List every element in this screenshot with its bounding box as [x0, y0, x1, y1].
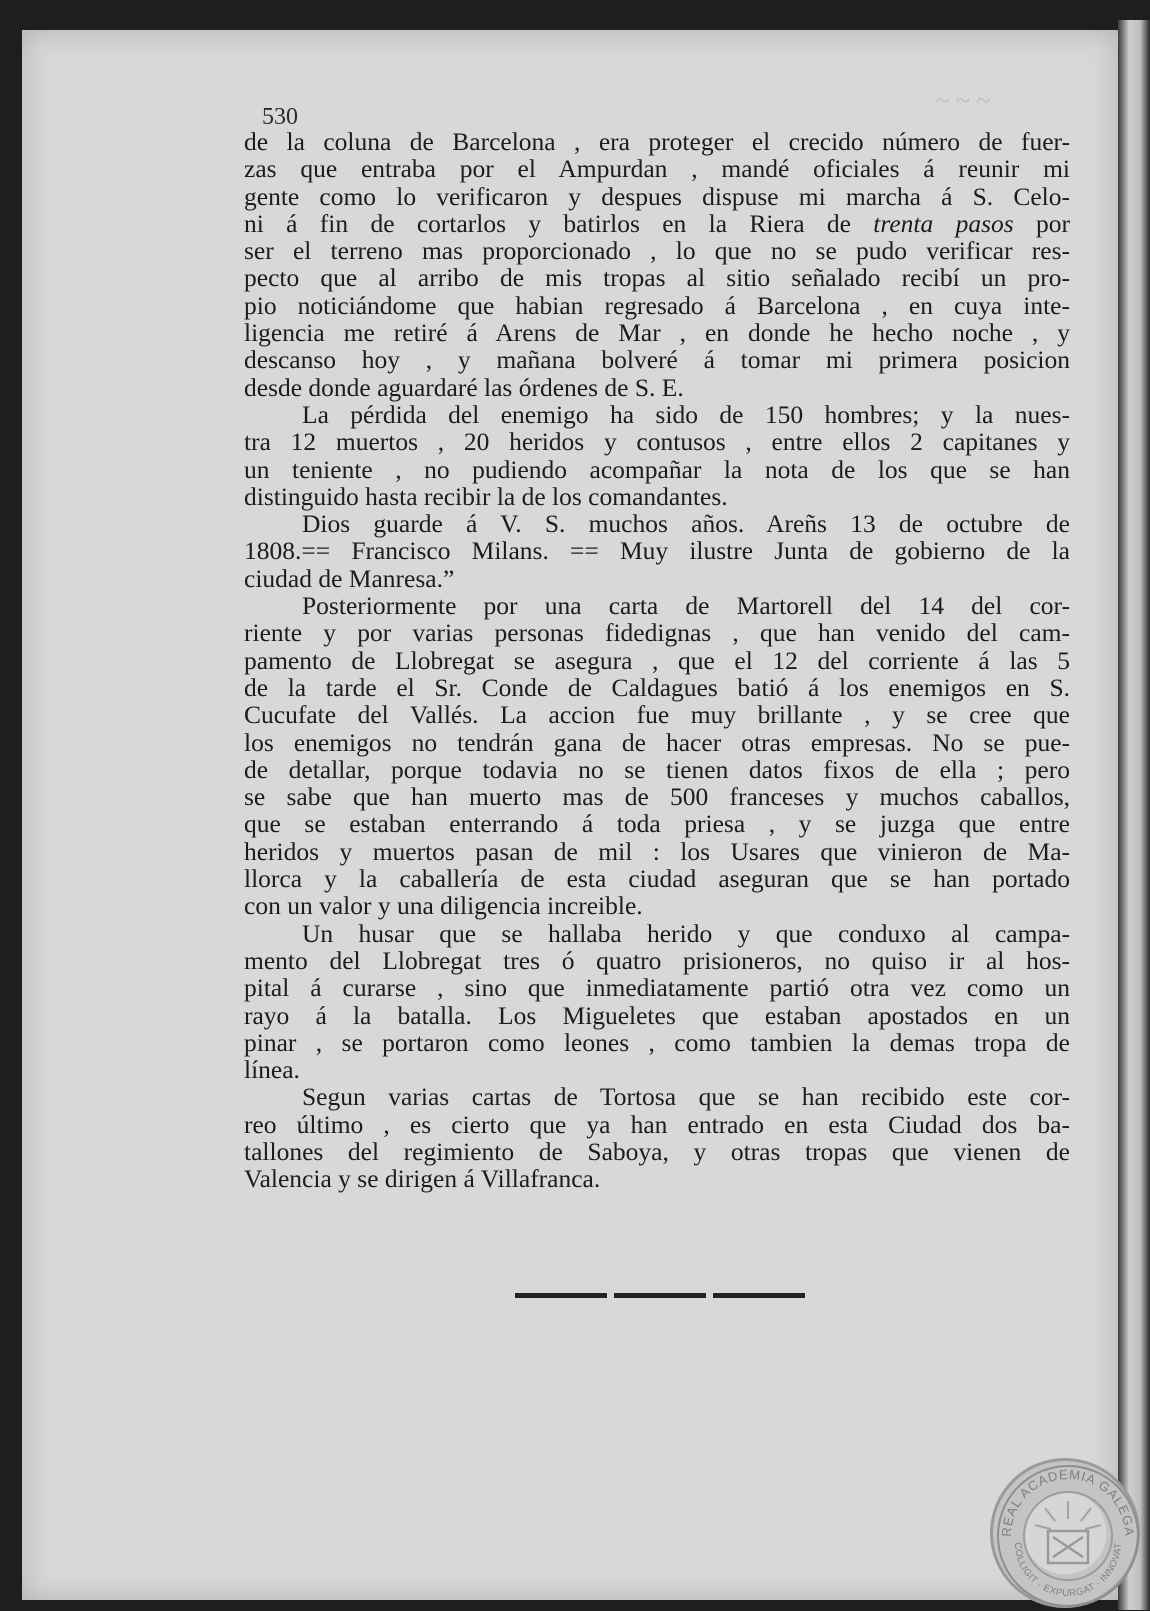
text-line — [244, 428, 1070, 455]
text-line-content: 1808.== Francisco Milans. == Muy ilustre Junta de gobierno de la — [244, 536, 1070, 566]
text-line-content: pecto que al arribo de mis tropas al sitio señalado recibí un pro- — [244, 263, 1070, 293]
text-line-content: gente como lo verificaron y despues dispuse mi marcha á S. Celo- — [244, 181, 1070, 211]
text-line-content: Un husar que se hallaba herido y que conduxo al campa- — [302, 918, 1070, 948]
text-line-content: de la coluna de Barcelona , era proteger el crecido número de fuer- — [244, 127, 1070, 156]
text-line-content: tra 12 muertos , 20 heridos y contusos , entre ellos 2 capitanes y — [244, 427, 1070, 457]
text-line — [244, 183, 1070, 210]
text-line — [244, 483, 1070, 510]
text-line-content: Posteriormente por una carta de Martorell del 14 del cor- — [302, 591, 1070, 621]
text-line — [244, 128, 1070, 155]
text-line-content: zas que entraba por el Ampurdan , mandé oficiales á reunir mi — [244, 154, 1070, 184]
text-line — [244, 674, 1070, 701]
rule-segment — [515, 1293, 607, 1298]
text-line — [244, 1111, 1070, 1138]
text-line — [244, 1165, 1070, 1192]
text-line-content: ligencia me retiré á Arens de Mar , en donde he hecho noche , y — [244, 318, 1070, 348]
text-line-content: de la tarde el Sr. Conde de Caldagues batió á los enemigos en S. — [244, 672, 1070, 702]
text-line-content: los enemigos no tendrán gana de hacer otras empresas. No se pue- — [244, 727, 1070, 757]
text-line — [244, 647, 1070, 674]
text-line-content: ser el terreno mas proporcionado , lo que no se pudo verificar res- — [244, 236, 1070, 266]
text-line — [244, 838, 1070, 865]
text-line — [244, 155, 1070, 182]
stamp-outer-text: REAL ACADEMIA GALEGA — [998, 1466, 1138, 1538]
text-line-content: heridos y muertos pasan de mil : los Usares que vinieron de Ma- — [244, 836, 1070, 866]
text-line — [244, 783, 1070, 810]
text-line-content: tallones del regimiento de Saboya, y otras tropas que vienen de — [244, 1136, 1070, 1166]
text-line — [244, 319, 1070, 346]
text-line — [244, 892, 1070, 919]
text-line-content: riente y por varias personas fidedignas , que han venido del cam- — [244, 618, 1070, 648]
text-line-content: reo último , es cierto que ya han entrado en esta Ciudad dos ba- — [244, 1109, 1070, 1139]
text-line — [244, 701, 1070, 728]
text-line-content: línea. — [244, 1055, 300, 1085]
text-line — [244, 510, 1070, 537]
text-line — [244, 456, 1070, 483]
text-line — [244, 1002, 1070, 1029]
text-line-content: llorca y la caballería de esta ciudad aseguran que se han portado — [244, 864, 1070, 894]
stamp-inner-text: COLLIGIT · EXPURGAT · INNOVAT — [1011, 1542, 1125, 1600]
text-line — [244, 1029, 1070, 1056]
text-line-content: Cucufate del Vallés. La accion fue muy brillante , y se cree que — [244, 700, 1070, 730]
text-line-content: descanso hoy , y mañana bolveré á tomar mi primera posicion — [244, 345, 1070, 375]
text-line — [244, 1056, 1070, 1083]
text-line — [244, 537, 1070, 564]
decorative-rule — [515, 1293, 805, 1298]
library-stamp — [990, 1458, 1140, 1608]
text-line — [244, 264, 1070, 291]
text-line-content: Dios guarde á V. S. muchos años. Areñs 13 de octubre de — [302, 509, 1070, 539]
text-line-content: La pérdida del enemigo ha sido de 150 hombres; y la nues- — [302, 399, 1070, 429]
text-line — [244, 374, 1070, 401]
text-line-content: se sabe que han muerto mas de 500 franceses y muchos caballos, — [244, 782, 1070, 812]
text-line-content: rayo á la batalla. Los Migueletes que estaban apostados en un — [244, 1000, 1070, 1030]
text-line — [244, 619, 1070, 646]
text-line — [244, 1138, 1070, 1165]
text-line — [244, 346, 1070, 373]
text-line — [244, 1083, 1070, 1110]
text-line-content: pio noticiándome que habian regresado á Barcelona , en cuya inte- — [244, 290, 1070, 320]
rule-segment — [614, 1293, 706, 1298]
text-line-tail: por — [1013, 208, 1071, 238]
text-line — [244, 729, 1070, 756]
text-line — [244, 920, 1070, 947]
text-line-content: un teniente , no pudiendo acompañar la nota de los que se han — [244, 454, 1070, 484]
text-line-content: con un valor y una diligencia increible. — [244, 891, 643, 921]
text-line — [244, 401, 1070, 428]
bleed-through-header: ~ ~ ~ — [935, 86, 991, 115]
text-line — [244, 974, 1070, 1001]
text-line — [244, 756, 1070, 783]
text-line — [244, 565, 1070, 592]
text-line-content: pamento de Llobregat se asegura , que el 12 del corriente á las 5 — [244, 645, 1070, 675]
svg-text:COLLIGIT · EXPURGAT · INNOVAT — [1012, 1542, 1124, 1599]
text-line-content: Segun varias cartas de Tortosa que se han recibido este cor- — [302, 1082, 1070, 1112]
text-line-content: de detallar, porque todavia no se tienen datos fixos de ella ; pero — [244, 754, 1070, 784]
text-line — [244, 865, 1070, 892]
text-line-content: pinar , se portaron como leones , como tambien la demas tropa de — [244, 1027, 1070, 1057]
book-spine — [1118, 20, 1150, 1610]
text-line-content: pital á curarse , sino que inmediatamente partió otra vez como un — [244, 973, 1070, 1003]
body-text — [244, 128, 1070, 1193]
text-line — [244, 237, 1070, 264]
text-line — [244, 592, 1070, 619]
page-number: 530 — [262, 104, 298, 130]
text-line-content: distinguido hasta recibir la de los comandantes. — [244, 481, 728, 511]
text-line-content: Valencia y se dirigen á Villafranca. — [244, 1164, 601, 1194]
stamp-seal-icon — [993, 1461, 1143, 1611]
rule-segment — [713, 1293, 805, 1298]
text-line-content: ni á fin de cortarlos y batirlos en la Riera de — [244, 208, 874, 238]
text-line-content: desde donde aguardaré las órdenes de S. E. — [244, 372, 684, 402]
text-line-content: que se estaban enterrando á toda priesa , y se juzga que entre — [244, 809, 1070, 839]
text-line-content: mento del Llobregat tres ó quatro prisioneros, no quiso ir al hos- — [244, 945, 1070, 975]
text-line — [244, 292, 1070, 319]
italic-phrase: trenta pasos — [873, 208, 1014, 238]
text-line — [244, 810, 1070, 837]
text-line — [244, 947, 1070, 974]
text-line-content: ciudad de Manresa.” — [244, 563, 455, 593]
text-line — [244, 210, 1070, 237]
